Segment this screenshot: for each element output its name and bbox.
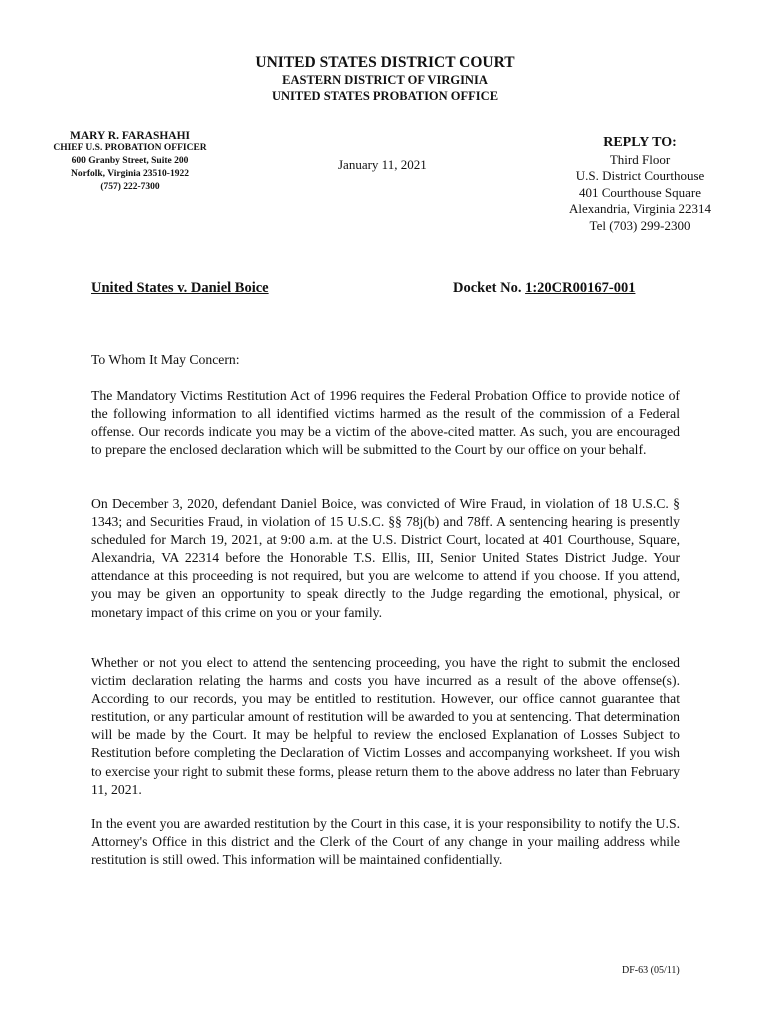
officer-phone: (757) 222-7300 bbox=[100, 182, 160, 192]
officer-title: CHIEF U.S. PROBATION OFFICER bbox=[53, 143, 207, 153]
letter-date: January 11, 2021 bbox=[338, 157, 427, 172]
officer-name: MARY R. FARASHAHI bbox=[69, 130, 191, 142]
paragraph-4: In the event you are awarded restitution by the Court in this case, it is your responsibility to notify the U.S. Attorney's Office in this district and the Clerk of the Court of any change in your mailing address while restitution is still owed. This information will be maintained confidentially. bbox=[91, 816, 680, 868]
officer-block bbox=[50, 130, 210, 194]
reply-to-line: Tel (703) 299-2300 bbox=[589, 217, 691, 233]
reply-to-line: Third Floor bbox=[609, 151, 671, 167]
paragraph-1: The Mandatory Victims Restitution Act of 1996 requires the Federal Probation Office to provide notice of the following information to all identified victims harmed as the result of the commission of a Federal offense. Our records indicate you may be a victim of the above-cited matter. As such, you are encouraged to prepare the enclosed declaration which will be submitted to the Court by our office on your behalf. bbox=[91, 388, 680, 458]
salutation: To Whom It May Concern: bbox=[91, 352, 240, 367]
officer-street: 600 Granby Street, Suite 200 bbox=[71, 156, 189, 166]
docket-line bbox=[453, 280, 635, 297]
court-name: UNITED STATES DISTRICT COURT bbox=[255, 54, 515, 71]
reply-to-line: U.S. District Courthouse bbox=[575, 168, 705, 183]
paragraph-3: Whether or not you elect to attend the sentencing proceeding, you have the right to submit the enclosed victim declaration relating the harms and costs you have incurred as a result of the above offense(s). According to our records, you may be entitled to restitution. However, our office cannot guarantee that restitution, or any particular amount of restitution will be awarded to you at sentencing. That determination will be made by the Court. It may be helpful to review the enclosed Explanation of Losses Subject to Restitution before completing the Declaration of Victim Losses and accompanying worksheet. If you wish to exercise your right to submit these forms, please return them to the above address no later than February 11, 2021. bbox=[91, 655, 680, 797]
reply-to-block bbox=[560, 135, 720, 234]
reply-to-line: 401 Courthouse Square bbox=[578, 184, 702, 200]
docket-number: 1:20CR00167-001 bbox=[525, 280, 636, 296]
case-caption: United States v. Daniel Boice bbox=[91, 280, 269, 296]
reply-to-line: Alexandria, Virginia 22314 bbox=[568, 201, 712, 216]
office-name: UNITED STATES PROBATION OFFICE bbox=[271, 89, 499, 103]
officer-city: Norfolk, Virginia 23510-1922 bbox=[71, 169, 189, 179]
paragraph-2: On December 3, 2020, defendant Daniel Boice, was convicted of Wire Fraud, in violation of 18 U.S.C. § 1343; and Securities Fraud, in violation of 15 U.S.C. §§ 78j(b) and 78ff. A sentencing hearing is presently scheduled for March 19, 2021, at 9:00 a.m. at the U.S. District Court, located at 401 Courthouse, Square, Alexandria, VA 22314 before the Honorable T.S. Ellis, III, Senior United States District Judge. Your attendance at this proceeding is not required, but you are welcome to attend if you choose. If you attend, you may be given an opportunity to speak directly to the Judge regarding the emotional, physical, or monetary impact of this crime on you or your family. bbox=[91, 496, 680, 620]
reply-to-label: REPLY TO: bbox=[603, 135, 677, 150]
district-name: EASTERN DISTRICT OF VIRGINIA bbox=[282, 73, 488, 87]
docket-label: Docket No. bbox=[453, 280, 526, 296]
form-id: DF-63 (05/11) bbox=[622, 965, 680, 976]
